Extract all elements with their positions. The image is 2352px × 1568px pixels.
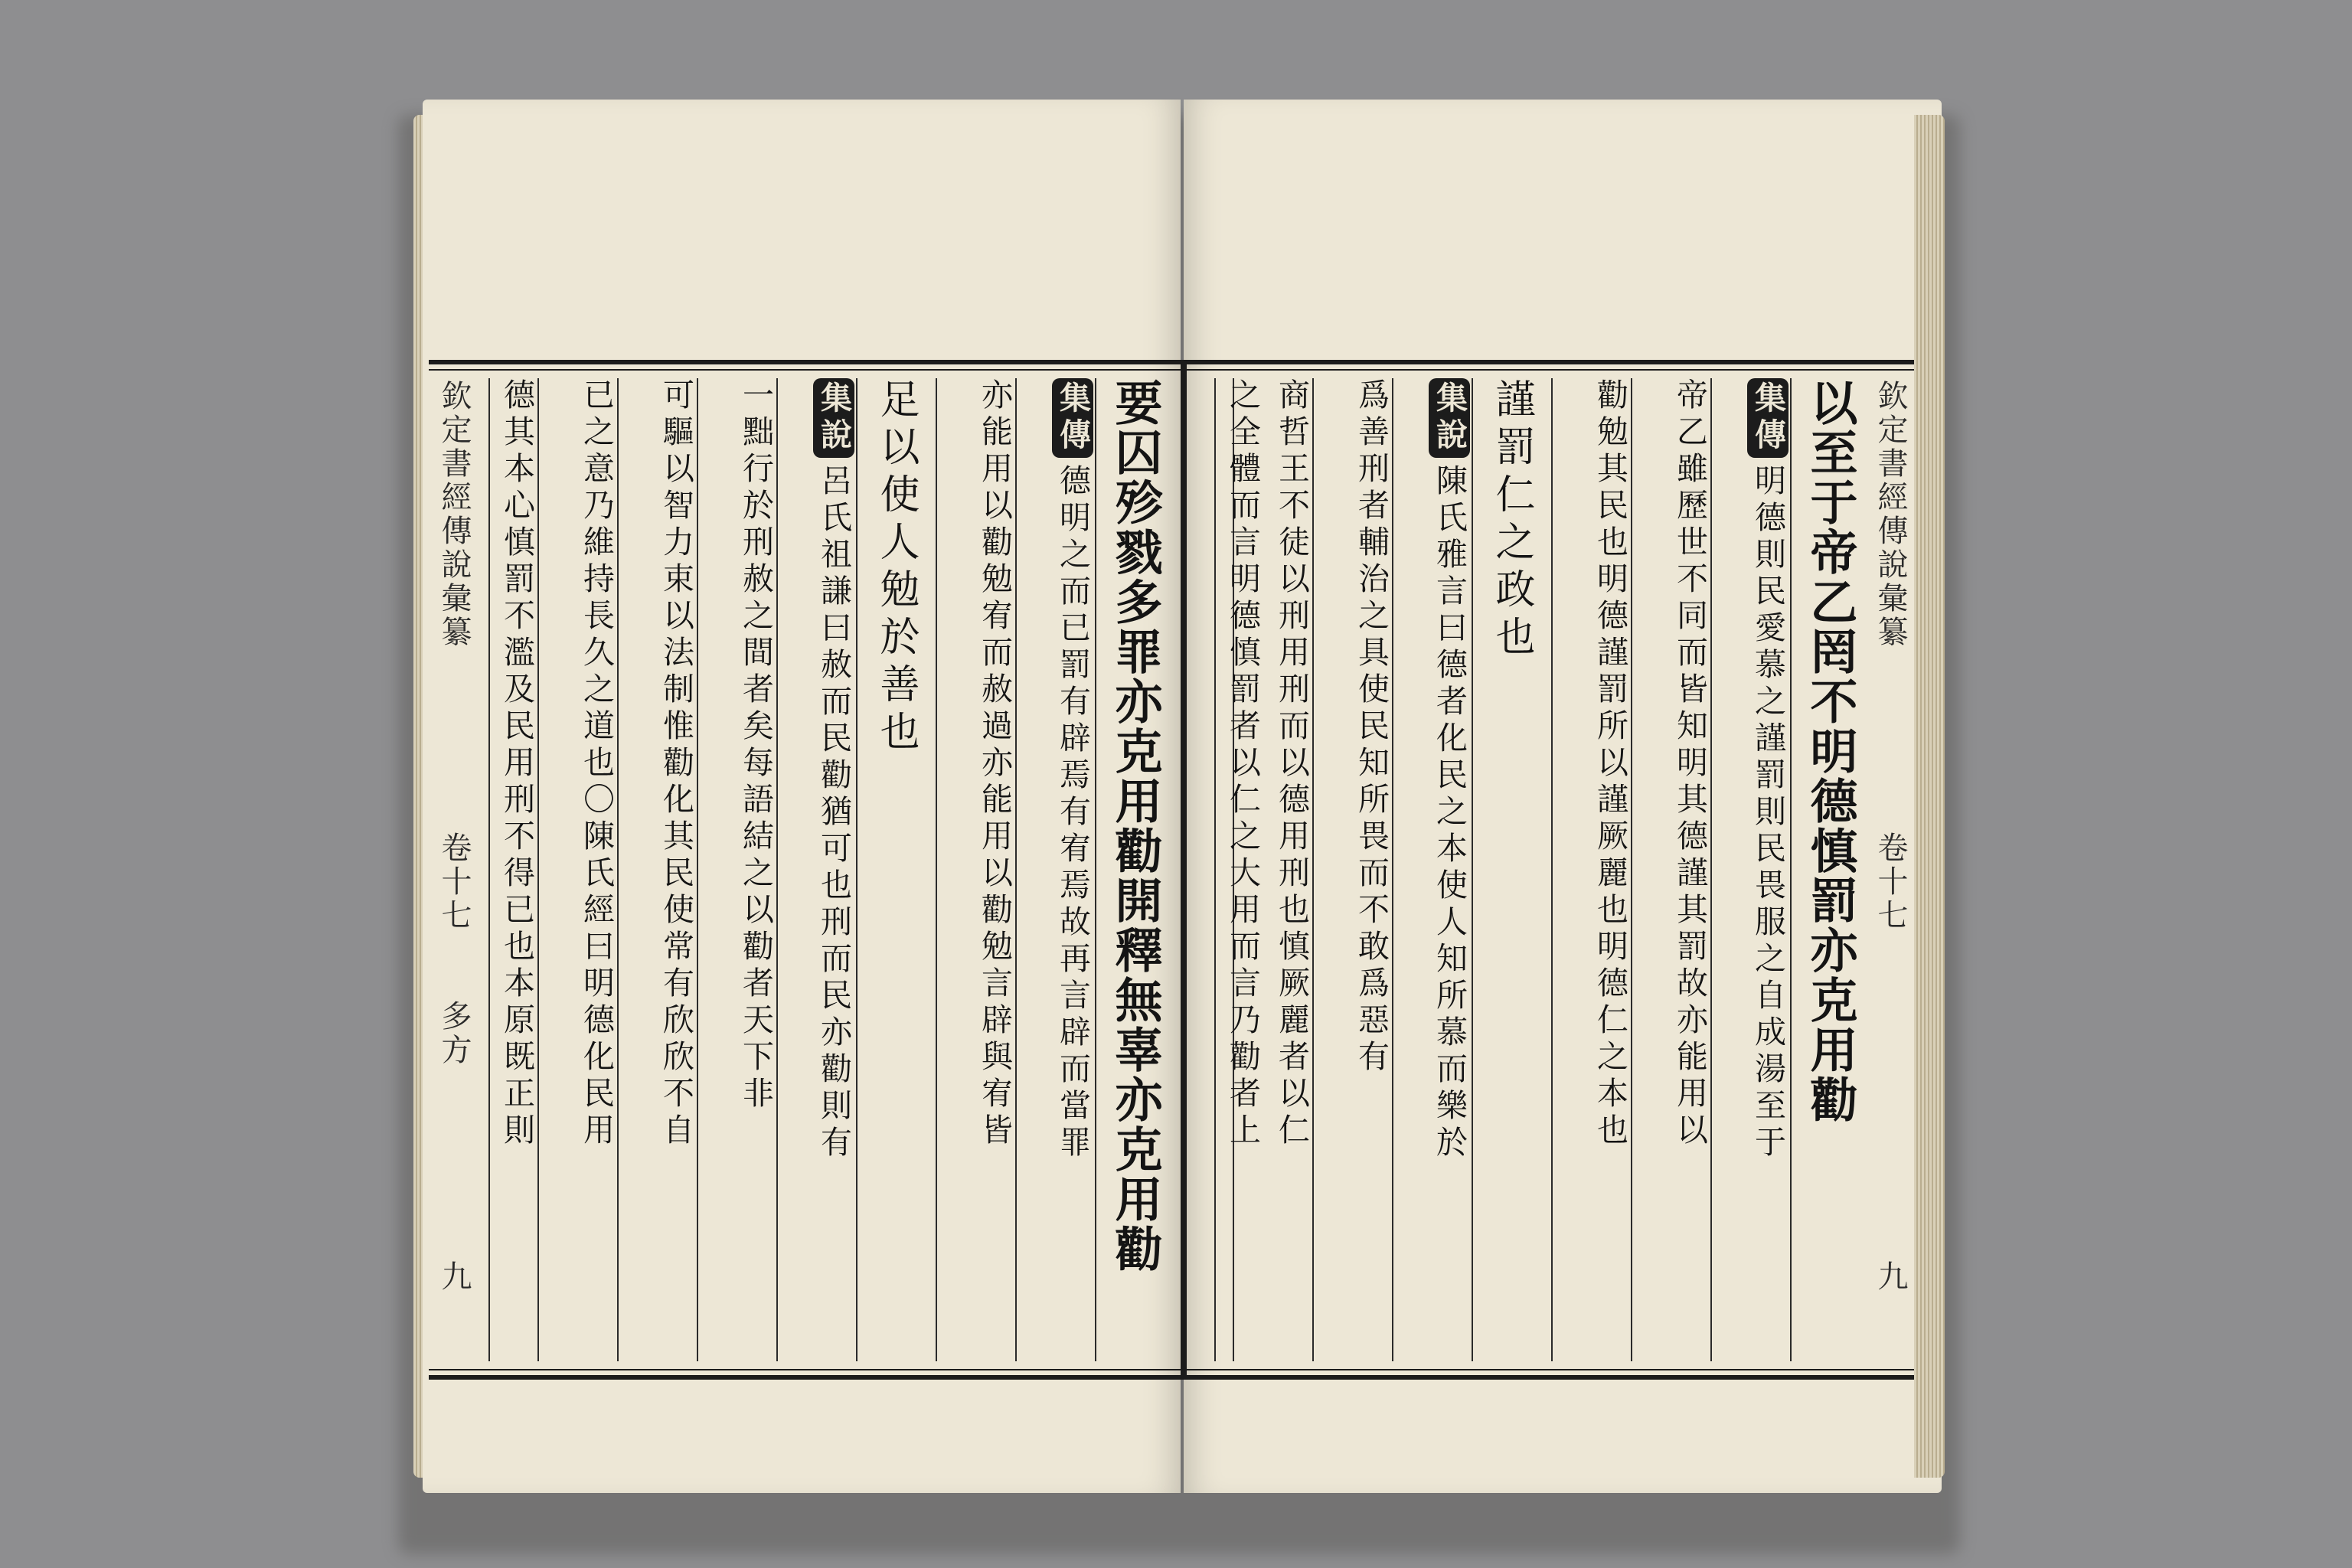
commentary-column: 之全體而言明德慎罰者以仁之大用而言乃勸者上: [1214, 378, 1262, 1361]
commentary-column: 商哲王不徒以刑用刑而以德用刑也慎厥麗者以仁: [1233, 378, 1311, 1361]
commentary-tag: 集說: [813, 378, 854, 458]
commentary-text: 明德則民愛慕之謹罰則民畏服之自成湯至于: [1749, 464, 1786, 1162]
commentary-text: 呂氏祖謙曰赦而民勸猶可也刑而民亦勸則有: [815, 464, 852, 1162]
margin-volume: 卷十七: [1873, 831, 1908, 933]
commentary-column: 可驅以智力束以法制惟勸化其民使常有欣欣不自: [617, 378, 695, 1361]
commentary-column: [1392, 378, 1470, 1361]
right-text-block: [1184, 360, 1914, 1380]
commentary-column: 足以使人勉於善也: [856, 378, 934, 1361]
margin-chapter: 多方: [436, 1000, 472, 1067]
commentary-column: 爲善刑者輔治之具使民知所畏而不敢爲惡有: [1312, 378, 1390, 1361]
margin-title: 欽定書經傳說彙纂: [1873, 380, 1908, 649]
page-edges-right: [1914, 115, 1945, 1478]
commentary-column: 德其本心慎罰不濫及民用刑不得已也本原既正則: [488, 378, 536, 1361]
margin-folio: 九: [1873, 1260, 1908, 1294]
commentary-column: [1710, 378, 1788, 1361]
commentary-column: 勸勉其民也明德謹罰所以謹厥麗也明德仁之本也: [1551, 378, 1629, 1361]
margin-title: 欽定書經傳說彙纂: [436, 380, 472, 649]
commentary-column: 謹罰仁之政也: [1472, 378, 1550, 1361]
commentary-tag: 集說: [1429, 378, 1470, 458]
commentary-tag: 集傳: [1747, 378, 1788, 458]
commentary-column: 已之意乃維持長久之道也〇陳氏經曰明德化民用: [537, 378, 616, 1361]
commentary-column: [1015, 378, 1093, 1361]
commentary-text: 陳氏雅言曰德者化民之本使人知所慕而樂於: [1431, 464, 1468, 1162]
main-text-column: 以至于帝乙罔不明德慎罰亦克用勸: [1790, 378, 1868, 1361]
margin-volume: 卷十七: [436, 831, 472, 933]
commentary-column: 帝乙雖歷世不同而皆知明其德謹其罰故亦能用以: [1631, 378, 1709, 1361]
main-text-column: 要囚殄戮多罪亦克用勸開釋無辜亦克用勸: [1095, 378, 1173, 1361]
margin-folio: 九: [436, 1260, 472, 1294]
commentary-text: 德明之而已罰有辟焉有宥焉故再言辟而當罪: [1054, 464, 1091, 1162]
left-text-block: [429, 360, 1184, 1380]
commentary-column: 一黜行於刑赦之間者矣每語結之以勸者天下非: [697, 378, 775, 1361]
commentary-column: [776, 378, 854, 1361]
commentary-tag: 集傳: [1052, 378, 1093, 458]
commentary-column: 亦能用以勸勉宥而赦過亦能用以勸勉言辟與宥皆: [936, 378, 1014, 1361]
